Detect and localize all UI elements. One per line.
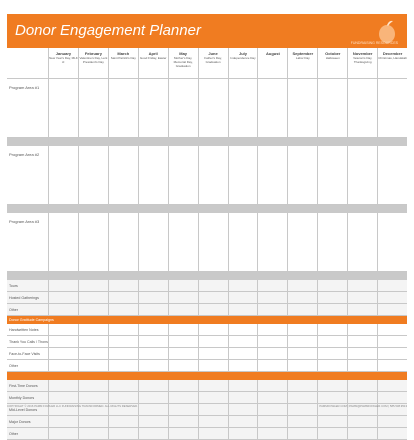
month-holidays: Veteran's Day, Thanksgiving bbox=[353, 56, 373, 64]
band-label bbox=[7, 205, 49, 213]
planner-cell[interactable] bbox=[318, 304, 348, 315]
contact-text: PAMMFOWLER.COM | PAMM@PAMMFOWLER.COM | 585.538.9513 bbox=[319, 404, 407, 408]
planner-cell[interactable] bbox=[288, 324, 318, 335]
event-row bbox=[7, 292, 407, 304]
donor-segment-row bbox=[7, 392, 407, 404]
planner-cell[interactable] bbox=[139, 392, 169, 403]
planner-cell[interactable] bbox=[169, 213, 199, 271]
planner-cell[interactable] bbox=[258, 380, 288, 391]
planner-cell[interactable] bbox=[49, 416, 79, 427]
planner-cell[interactable] bbox=[109, 280, 139, 291]
planner-cell[interactable] bbox=[229, 360, 259, 371]
planner-cell[interactable] bbox=[348, 79, 378, 137]
month-name: February bbox=[84, 51, 102, 56]
planner-cell[interactable] bbox=[169, 292, 199, 303]
planner-cell[interactable] bbox=[49, 146, 79, 204]
planner-cell[interactable] bbox=[109, 292, 139, 303]
planner-cell[interactable] bbox=[258, 146, 288, 204]
month-name: May bbox=[179, 51, 188, 56]
planner-cell[interactable] bbox=[378, 213, 407, 271]
planner-cell[interactable] bbox=[169, 360, 199, 371]
row-label: Monthly Donors bbox=[7, 392, 49, 403]
donor-segments-header bbox=[7, 372, 407, 380]
planner-cell[interactable] bbox=[348, 392, 378, 403]
planner-cell[interactable] bbox=[169, 336, 199, 347]
planner-cell[interactable] bbox=[288, 304, 318, 315]
row-label: Handwritten Notes bbox=[7, 324, 49, 335]
planner-cell[interactable] bbox=[139, 146, 169, 204]
month-holidays: Mother's Day, Memorial Day, Graduation bbox=[173, 56, 193, 68]
planner-cell[interactable] bbox=[49, 213, 79, 271]
planner-cell[interactable] bbox=[199, 416, 229, 427]
planner-cell[interactable] bbox=[318, 336, 348, 347]
planner-cell[interactable] bbox=[49, 380, 79, 391]
event-row bbox=[7, 304, 407, 316]
planner-cell[interactable] bbox=[79, 336, 109, 347]
month-header-january bbox=[49, 48, 79, 78]
gratitude-row bbox=[7, 360, 407, 372]
planner-cell[interactable] bbox=[378, 304, 407, 315]
planner-cell[interactable] bbox=[49, 360, 79, 371]
month-header-september bbox=[288, 48, 318, 78]
copyright-text: COPYRIGHT © 2016 PAMM FOWLER LLC FUNDRAISING TRANSFORMED. ALL RIGHTS RESERVED. bbox=[7, 404, 138, 408]
gratitude-row bbox=[7, 348, 407, 360]
planner-cell[interactable] bbox=[318, 392, 348, 403]
planner-cell[interactable] bbox=[49, 324, 79, 335]
month-holidays: Saint Patrick's Day bbox=[110, 56, 136, 60]
row-label: Hosted Gatherings bbox=[7, 292, 49, 303]
planner-cell[interactable] bbox=[288, 348, 318, 359]
gratitude-row bbox=[7, 324, 407, 336]
month-holidays: Father's Day, Graduation bbox=[204, 56, 222, 64]
planner-cell[interactable] bbox=[318, 324, 348, 335]
planner-cell[interactable] bbox=[199, 292, 229, 303]
planner-cell[interactable] bbox=[169, 324, 199, 335]
program-area-row bbox=[7, 146, 407, 205]
event-row bbox=[7, 280, 407, 292]
row-label: Program Area #3 bbox=[7, 213, 49, 271]
planner-cell[interactable] bbox=[288, 416, 318, 427]
planner-cell[interactable] bbox=[79, 304, 109, 315]
planner-cell[interactable] bbox=[258, 348, 288, 359]
planner-cell[interactable] bbox=[139, 428, 169, 439]
planner-cell[interactable] bbox=[199, 280, 229, 291]
planner-cell[interactable] bbox=[229, 79, 259, 137]
planner-cell[interactable] bbox=[49, 292, 79, 303]
planner-cell[interactable] bbox=[139, 336, 169, 347]
planner-cell[interactable] bbox=[229, 292, 259, 303]
planner-cell[interactable] bbox=[258, 392, 288, 403]
month-header-march bbox=[109, 48, 139, 78]
month-name: April bbox=[148, 51, 158, 56]
planner-cell[interactable] bbox=[169, 428, 199, 439]
month-holidays: Valentine's Day, Lent President's Day bbox=[79, 56, 108, 64]
month-name: January bbox=[55, 51, 72, 56]
month-name: December bbox=[382, 51, 403, 56]
planner-cell[interactable] bbox=[229, 213, 259, 271]
planner-cell[interactable] bbox=[79, 324, 109, 335]
planner-cell[interactable] bbox=[348, 336, 378, 347]
planner-cell[interactable] bbox=[199, 336, 229, 347]
month-name: September bbox=[292, 51, 314, 56]
planner-cell[interactable] bbox=[79, 416, 109, 427]
planner-cell[interactable] bbox=[49, 79, 79, 137]
month-header-february bbox=[79, 48, 109, 78]
planner-cell[interactable] bbox=[229, 380, 259, 391]
planner-cell[interactable] bbox=[318, 360, 348, 371]
planner-cell[interactable] bbox=[288, 79, 318, 137]
planner-cell[interactable] bbox=[199, 79, 229, 137]
footer bbox=[7, 404, 407, 408]
planner-cell[interactable] bbox=[139, 280, 169, 291]
planner-cell[interactable] bbox=[109, 336, 139, 347]
planner-cell[interactable] bbox=[199, 428, 229, 439]
planner-cell[interactable] bbox=[348, 360, 378, 371]
month-holidays: Independence Day bbox=[230, 56, 256, 60]
planner-cell[interactable] bbox=[169, 380, 199, 391]
planner-cell[interactable] bbox=[49, 392, 79, 403]
planner-cell[interactable] bbox=[258, 304, 288, 315]
program-area-row bbox=[7, 79, 407, 138]
planner-cell[interactable] bbox=[378, 324, 407, 335]
planner-cell[interactable] bbox=[199, 348, 229, 359]
planner-cell[interactable] bbox=[258, 416, 288, 427]
separator-band bbox=[7, 138, 407, 146]
planner-cell[interactable] bbox=[288, 428, 318, 439]
planner-cell[interactable] bbox=[139, 324, 169, 335]
planner-cell[interactable] bbox=[229, 280, 259, 291]
corner-cell bbox=[7, 48, 49, 78]
month-name: March bbox=[117, 51, 130, 56]
month-name: June bbox=[208, 51, 218, 56]
separator-band bbox=[7, 272, 407, 280]
planner-cell[interactable] bbox=[109, 416, 139, 427]
planner-cell[interactable] bbox=[139, 213, 169, 271]
planner-cell[interactable] bbox=[378, 392, 407, 403]
month-header-may bbox=[169, 48, 199, 78]
program-area-row bbox=[7, 213, 407, 272]
row-label: First-Time Donors bbox=[7, 380, 49, 391]
separator-band bbox=[7, 205, 407, 213]
planner-cell[interactable] bbox=[318, 428, 348, 439]
month-header-june bbox=[199, 48, 229, 78]
row-label: Other bbox=[7, 304, 49, 315]
planner-cell[interactable] bbox=[109, 428, 139, 439]
month-header-august bbox=[258, 48, 288, 78]
planner-cell[interactable] bbox=[229, 304, 259, 315]
donor-gratitude-header bbox=[7, 316, 407, 324]
page-title: Donor Engagement Planner bbox=[15, 22, 201, 39]
month-name: July bbox=[238, 51, 247, 56]
month-header-october bbox=[318, 48, 348, 78]
planner-cell[interactable] bbox=[139, 348, 169, 359]
planner-cell[interactable] bbox=[258, 213, 288, 271]
planner-cell[interactable] bbox=[258, 360, 288, 371]
planner-cell[interactable] bbox=[378, 146, 407, 204]
planner-cell[interactable] bbox=[229, 324, 259, 335]
planner-cell[interactable] bbox=[139, 79, 169, 137]
planner-cell[interactable] bbox=[169, 280, 199, 291]
planner-cell[interactable] bbox=[318, 213, 348, 271]
month-holidays: Good Friday, Easter bbox=[139, 56, 167, 60]
band-label bbox=[7, 272, 49, 280]
planner-cell[interactable] bbox=[348, 213, 378, 271]
planner-cell[interactable] bbox=[169, 304, 199, 315]
planner-cell[interactable] bbox=[79, 360, 109, 371]
planner-cell[interactable] bbox=[318, 280, 348, 291]
row-label: Program Area #2 bbox=[7, 146, 49, 204]
month-name: November bbox=[352, 51, 373, 56]
planner-grid bbox=[7, 48, 407, 440]
planner-cell[interactable] bbox=[79, 146, 109, 204]
planner-cell[interactable] bbox=[109, 146, 139, 204]
band-label bbox=[7, 372, 407, 380]
planner-cell[interactable] bbox=[378, 348, 407, 359]
planner-cell[interactable] bbox=[139, 360, 169, 371]
planner-cell[interactable] bbox=[378, 336, 407, 347]
planner-cell[interactable] bbox=[49, 428, 79, 439]
donor-segment-row bbox=[7, 380, 407, 392]
planner-cell[interactable] bbox=[199, 380, 229, 391]
planner-cell[interactable] bbox=[288, 392, 318, 403]
header-banner bbox=[7, 14, 407, 48]
planner-cell[interactable] bbox=[79, 213, 109, 271]
planner-cell[interactable] bbox=[49, 336, 79, 347]
planner-cell[interactable] bbox=[199, 304, 229, 315]
row-label: Thank You Calls / Thons bbox=[7, 336, 49, 347]
planner-cell[interactable] bbox=[169, 146, 199, 204]
planner-cell[interactable] bbox=[79, 292, 109, 303]
row-label: Major Donors bbox=[7, 416, 49, 427]
planner-cell[interactable] bbox=[348, 324, 378, 335]
month-name: October bbox=[325, 51, 341, 56]
row-label: Mid-Level Donors bbox=[7, 404, 49, 415]
logo-caption: FUNDRAISING RESOURCES bbox=[350, 41, 398, 45]
planner-cell[interactable] bbox=[49, 280, 79, 291]
planner-cell[interactable] bbox=[79, 392, 109, 403]
planner-cell[interactable] bbox=[348, 280, 378, 291]
planner-cell[interactable] bbox=[258, 324, 288, 335]
planner-cell[interactable] bbox=[109, 380, 139, 391]
planner-cell[interactable] bbox=[288, 280, 318, 291]
planner-cell[interactable] bbox=[348, 428, 378, 439]
planner-cell[interactable] bbox=[348, 146, 378, 204]
planner-cell[interactable] bbox=[139, 380, 169, 391]
planner-cell[interactable] bbox=[199, 213, 229, 271]
planner-cell[interactable] bbox=[109, 213, 139, 271]
month-header-april bbox=[139, 48, 169, 78]
planner-cell[interactable] bbox=[348, 380, 378, 391]
month-holidays: Labor Day bbox=[295, 56, 310, 60]
planner-cell[interactable] bbox=[348, 304, 378, 315]
planner-cell[interactable] bbox=[229, 416, 259, 427]
band-label bbox=[7, 138, 49, 146]
planner-cell[interactable] bbox=[348, 348, 378, 359]
month-holidays: Christmas, Hanukkah bbox=[378, 56, 407, 60]
planner-cell[interactable] bbox=[79, 79, 109, 137]
planner-cell[interactable] bbox=[229, 336, 259, 347]
planner-cell[interactable] bbox=[318, 416, 348, 427]
planner-cell[interactable] bbox=[378, 428, 407, 439]
row-label: Program Area #1 bbox=[7, 79, 49, 137]
planner-cell[interactable] bbox=[229, 146, 259, 204]
planner-cell[interactable] bbox=[378, 416, 407, 427]
planner-cell[interactable] bbox=[79, 428, 109, 439]
planner-cell[interactable] bbox=[378, 380, 407, 391]
planner-cell[interactable] bbox=[139, 416, 169, 427]
band-label: Donor Gratitude Campaigns bbox=[9, 318, 54, 322]
planner-cell[interactable] bbox=[378, 79, 407, 137]
gratitude-row bbox=[7, 336, 407, 348]
donor-segment-row bbox=[7, 428, 407, 440]
planner-cell[interactable] bbox=[79, 348, 109, 359]
row-label: Face-to-Face Visits bbox=[7, 348, 49, 359]
planner-cell[interactable] bbox=[378, 360, 407, 371]
planner-cell[interactable] bbox=[199, 146, 229, 204]
planner-cell[interactable] bbox=[258, 292, 288, 303]
planner-cell[interactable] bbox=[109, 79, 139, 137]
planner-cell[interactable] bbox=[288, 380, 318, 391]
planner-cell[interactable] bbox=[229, 392, 259, 403]
planner-cell[interactable] bbox=[169, 348, 199, 359]
planner-cell[interactable] bbox=[169, 392, 199, 403]
planner-cell[interactable] bbox=[229, 348, 259, 359]
planner-cell[interactable] bbox=[139, 292, 169, 303]
planner-cell[interactable] bbox=[169, 416, 199, 427]
month-header-row bbox=[7, 48, 407, 79]
planner-cell[interactable] bbox=[79, 380, 109, 391]
planner-cell[interactable] bbox=[49, 348, 79, 359]
month-header-november bbox=[348, 48, 378, 78]
planner-cell[interactable] bbox=[199, 360, 229, 371]
row-label: Other bbox=[7, 428, 49, 439]
planner-cell[interactable] bbox=[288, 213, 318, 271]
planner-cell[interactable] bbox=[109, 360, 139, 371]
planner-cell[interactable] bbox=[258, 280, 288, 291]
planner-cell[interactable] bbox=[288, 360, 318, 371]
planner-cell[interactable] bbox=[288, 336, 318, 347]
planner-cell[interactable] bbox=[139, 304, 169, 315]
month-holidays: Halloween bbox=[325, 56, 340, 60]
planner-cell[interactable] bbox=[318, 380, 348, 391]
donor-segment-row bbox=[7, 416, 407, 428]
planner-cell[interactable] bbox=[258, 336, 288, 347]
planner-cell[interactable] bbox=[258, 428, 288, 439]
planner-cell[interactable] bbox=[288, 146, 318, 204]
planner-cell[interactable] bbox=[109, 348, 139, 359]
planner-cell[interactable] bbox=[109, 304, 139, 315]
planner-cell[interactable] bbox=[318, 348, 348, 359]
month-header-july bbox=[229, 48, 259, 78]
month-header-december bbox=[378, 48, 407, 78]
planner-cell[interactable] bbox=[378, 292, 407, 303]
planner-cell[interactable] bbox=[378, 280, 407, 291]
planner-cell[interactable] bbox=[199, 392, 229, 403]
planner-cell[interactable] bbox=[79, 280, 109, 291]
planner-cell[interactable] bbox=[348, 292, 378, 303]
month-name: August bbox=[266, 51, 280, 56]
planner-cell[interactable] bbox=[318, 146, 348, 204]
planner-cell[interactable] bbox=[229, 428, 259, 439]
planner-cell[interactable] bbox=[318, 292, 348, 303]
planner-cell[interactable] bbox=[49, 304, 79, 315]
planner-cell[interactable] bbox=[318, 79, 348, 137]
planner-cell[interactable] bbox=[109, 324, 139, 335]
month-holidays: New Year's Day, MLK Jr. bbox=[49, 56, 78, 64]
row-label: Tours bbox=[7, 280, 49, 291]
planner-cell[interactable] bbox=[199, 324, 229, 335]
planner-cell[interactable] bbox=[258, 79, 288, 137]
planner-cell[interactable] bbox=[288, 292, 318, 303]
planner-cell[interactable] bbox=[169, 79, 199, 137]
planner-cell[interactable] bbox=[109, 392, 139, 403]
planner-cell[interactable] bbox=[348, 416, 378, 427]
row-label: Other bbox=[7, 360, 49, 371]
